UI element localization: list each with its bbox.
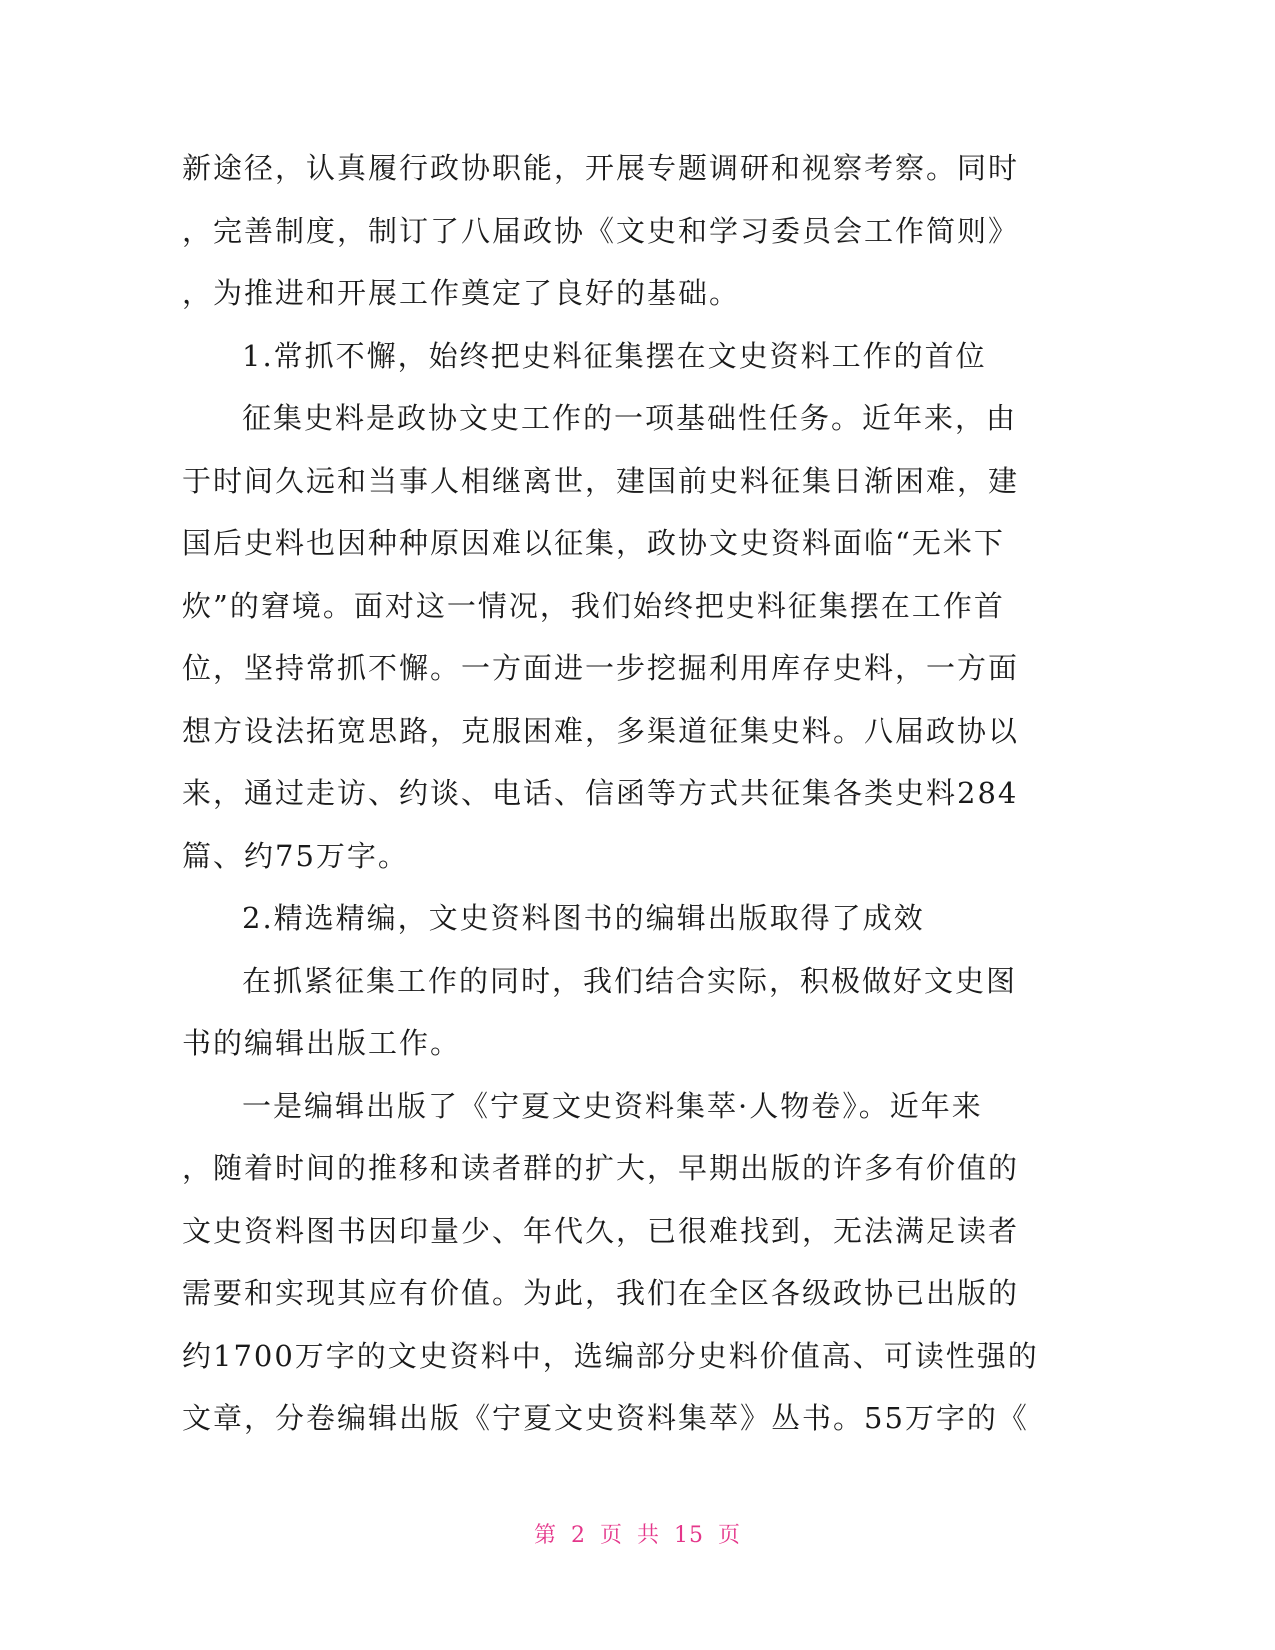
text-line: 国后史料也因种种原因难以征集，政协文史资料面临“无米下 (182, 526, 1005, 560)
text-line: 想方设法拓宽思路，克服困难，多渠道征集史料。八届政协以 (182, 713, 1020, 748)
footer-total-word: 共 (637, 1523, 661, 1548)
text-line: 需要和实现其应有价值。为此，我们在全区各级政协已出版的 (182, 1276, 1020, 1310)
text-line: 2.精选精编，文史资料图书的编辑出版取得了成效 (242, 901, 925, 935)
text-line: 于时间久远和当事人相继离世，建国前史料征集日渐困难，建 (182, 463, 1020, 498)
text-line: 在抓紧征集工作的同时，我们结合实际，积极做好文史图 (242, 963, 1018, 998)
text-line: ，完善制度，制订了八届政协《文史和学习委员会工作简则》 (182, 213, 1020, 248)
footer-total-pages: 15 (674, 1523, 705, 1548)
text-line: 1.常抓不懈，始终把史料征集摆在文史资料工作的首位 (242, 338, 987, 373)
text-line: 一是编辑出版了《宁夏文史资料集萃·人物卷》。近年来 (242, 1088, 983, 1123)
footer-suffix: 页 (718, 1523, 742, 1548)
text-line: ，为推进和开展工作奠定了良好的基础。 (182, 276, 741, 310)
text-line: 征集史料是政协文史工作的一项基础性任务。近年来，由 (242, 401, 1018, 435)
text-line: 书的编辑出版工作。 (182, 1026, 462, 1060)
document-body (182, 137, 1039, 1450)
footer-current-page: 2 (570, 1523, 586, 1548)
text-line: 篇、约75万字。 (182, 838, 409, 873)
page-number-footer (0, 1518, 1275, 1549)
text-line: 约1700万字的文史资料中，选编部分史料价值高、可读性强的 (182, 1338, 1039, 1373)
footer-prefix: 第 (533, 1523, 557, 1548)
text-line: 炊”的窘境。面对这一情况，我们始终把史料征集摆在工作首 (182, 588, 1005, 623)
text-line: 新途径，认真履行政协职能，开展专题调研和视察考察。同时 (182, 151, 1020, 185)
text-line: ，随着时间的推移和读者群的扩大，早期出版的许多有价值的 (182, 1151, 1020, 1185)
text-line: 文史资料图书因印量少、年代久，已很难找到，无法满足读者 (182, 1213, 1020, 1248)
text-line: 来，通过走访、约谈、电话、信函等方式共征集各类史料284 (182, 776, 1019, 810)
text-line: 位，坚持常抓不懈。一方面进一步挖掘利用库存史料，一方面 (182, 651, 1020, 685)
text-line: 文章，分卷编辑出版《宁夏文史资料集萃》丛书。55万字的《 (182, 1401, 1029, 1435)
footer-page-word: 页 (599, 1523, 623, 1548)
